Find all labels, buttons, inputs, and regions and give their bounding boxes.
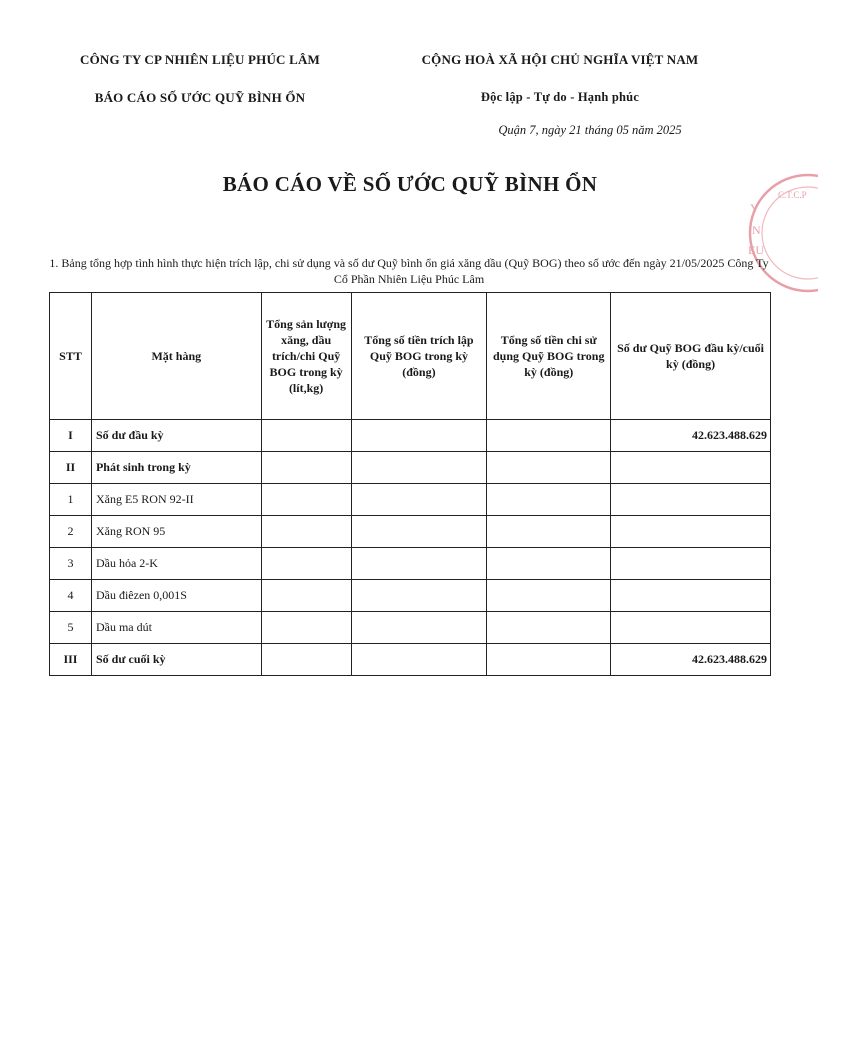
row-deposit xyxy=(351,612,487,644)
row-spent xyxy=(487,612,611,644)
page-title: BÁO CÁO VỀ SỐ ƯỚC QUỸ BÌNH ỔN xyxy=(222,172,598,196)
report-subtitle: BÁO CÁO SỐ ƯỚC QUỸ BÌNH ỔN xyxy=(94,90,306,105)
row-deposit xyxy=(351,420,487,452)
row-deposit xyxy=(351,580,487,612)
row-volume xyxy=(261,644,351,676)
table-row xyxy=(50,484,771,516)
table-row xyxy=(50,580,771,612)
col-header-deposit: Tổng số tiền trích lập Quỹ BOG trong kỳ (đồng) xyxy=(351,293,487,420)
row-stt: I xyxy=(50,420,92,452)
row-item: Phát sinh trong kỳ xyxy=(91,452,261,484)
row-volume xyxy=(261,452,351,484)
row-item: Số dư cuối kỳ xyxy=(91,644,261,676)
row-spent xyxy=(487,580,611,612)
svg-text:Y: Y xyxy=(750,201,759,215)
row-balance xyxy=(611,452,771,484)
row-balance xyxy=(611,580,771,612)
row-item: Dầu ma dút xyxy=(91,612,261,644)
row-deposit xyxy=(351,548,487,580)
company-name: CÔNG TY CP NHIÊN LIỆU PHÚC LÂM xyxy=(79,52,321,67)
col-header-balance: Số dư Quỹ BOG đầu kỳ/cuối kỳ (đồng) xyxy=(611,293,771,420)
row-item: Dầu điêzen 0,001S xyxy=(91,580,261,612)
row-deposit xyxy=(351,644,487,676)
svg-text:EU: EU xyxy=(748,243,764,257)
row-stt: III xyxy=(50,644,92,676)
row-balance: 42.623.488.629 xyxy=(611,420,771,452)
row-balance xyxy=(611,516,771,548)
intro-paragraph: 1. Bảng tổng hợp tình hình thực hiện trích lập, chi sử dụng và số dư Quỹ bình ổn giá xăng dầu (Quỹ BOG) theo số ước đến ngày 21/05/2025 Công Ty Cổ Phần Nhiên Liệu Phúc Lâm xyxy=(49,256,769,286)
row-spent xyxy=(487,484,611,516)
col-header-spent: Tổng số tiền chi sử dụng Quỹ BOG trong kỳ (đồng) xyxy=(487,293,611,420)
row-volume xyxy=(261,580,351,612)
row-spent xyxy=(487,452,611,484)
national-motto: Độc lập - Tự do - Hạnh phúc xyxy=(480,90,640,104)
svg-text:C.T.C.P: C.T.C.P xyxy=(778,190,807,200)
row-spent xyxy=(487,420,611,452)
table-row xyxy=(50,548,771,580)
fund-summary-table xyxy=(49,292,771,676)
row-stt: 2 xyxy=(50,516,92,548)
row-deposit xyxy=(351,516,487,548)
table-header-row xyxy=(50,293,771,420)
table-row xyxy=(50,516,771,548)
row-stt: 4 xyxy=(50,580,92,612)
row-volume xyxy=(261,516,351,548)
row-item: Số dư đầu kỳ xyxy=(91,420,261,452)
table-row xyxy=(50,452,771,484)
row-balance: 42.623.488.629 xyxy=(611,644,771,676)
col-header-item: Mặt hàng xyxy=(91,293,261,420)
row-volume xyxy=(261,420,351,452)
nation-heading: CỘNG HOÀ XÃ HỘI CHỦ NGHĨA VIỆT NAM xyxy=(421,52,699,67)
row-volume xyxy=(261,548,351,580)
row-item: Xăng E5 RON 92-II xyxy=(91,484,261,516)
col-header-stt: STT xyxy=(50,293,92,420)
table-row xyxy=(50,644,771,676)
row-stt: 3 xyxy=(50,548,92,580)
row-spent xyxy=(487,516,611,548)
row-volume xyxy=(261,612,351,644)
row-balance xyxy=(611,612,771,644)
row-balance xyxy=(611,548,771,580)
col-header-volume: Tổng sản lượng xăng, dầu trích/chi Quỹ BOG trong kỳ (lít,kg) xyxy=(261,293,351,420)
row-deposit xyxy=(351,484,487,516)
table-row xyxy=(50,420,771,452)
row-spent xyxy=(487,548,611,580)
row-stt: II xyxy=(50,452,92,484)
row-volume xyxy=(261,484,351,516)
table-row xyxy=(50,612,771,644)
row-item: Xăng RON 95 xyxy=(91,516,261,548)
row-item: Dầu hỏa 2-K xyxy=(91,548,261,580)
row-balance xyxy=(611,484,771,516)
place-date: Quận 7, ngày 21 tháng 05 năm 2025 xyxy=(498,123,682,137)
svg-text:N: N xyxy=(752,223,761,237)
row-stt: 1 xyxy=(50,484,92,516)
row-spent xyxy=(487,644,611,676)
row-stt: 5 xyxy=(50,612,92,644)
row-deposit xyxy=(351,452,487,484)
